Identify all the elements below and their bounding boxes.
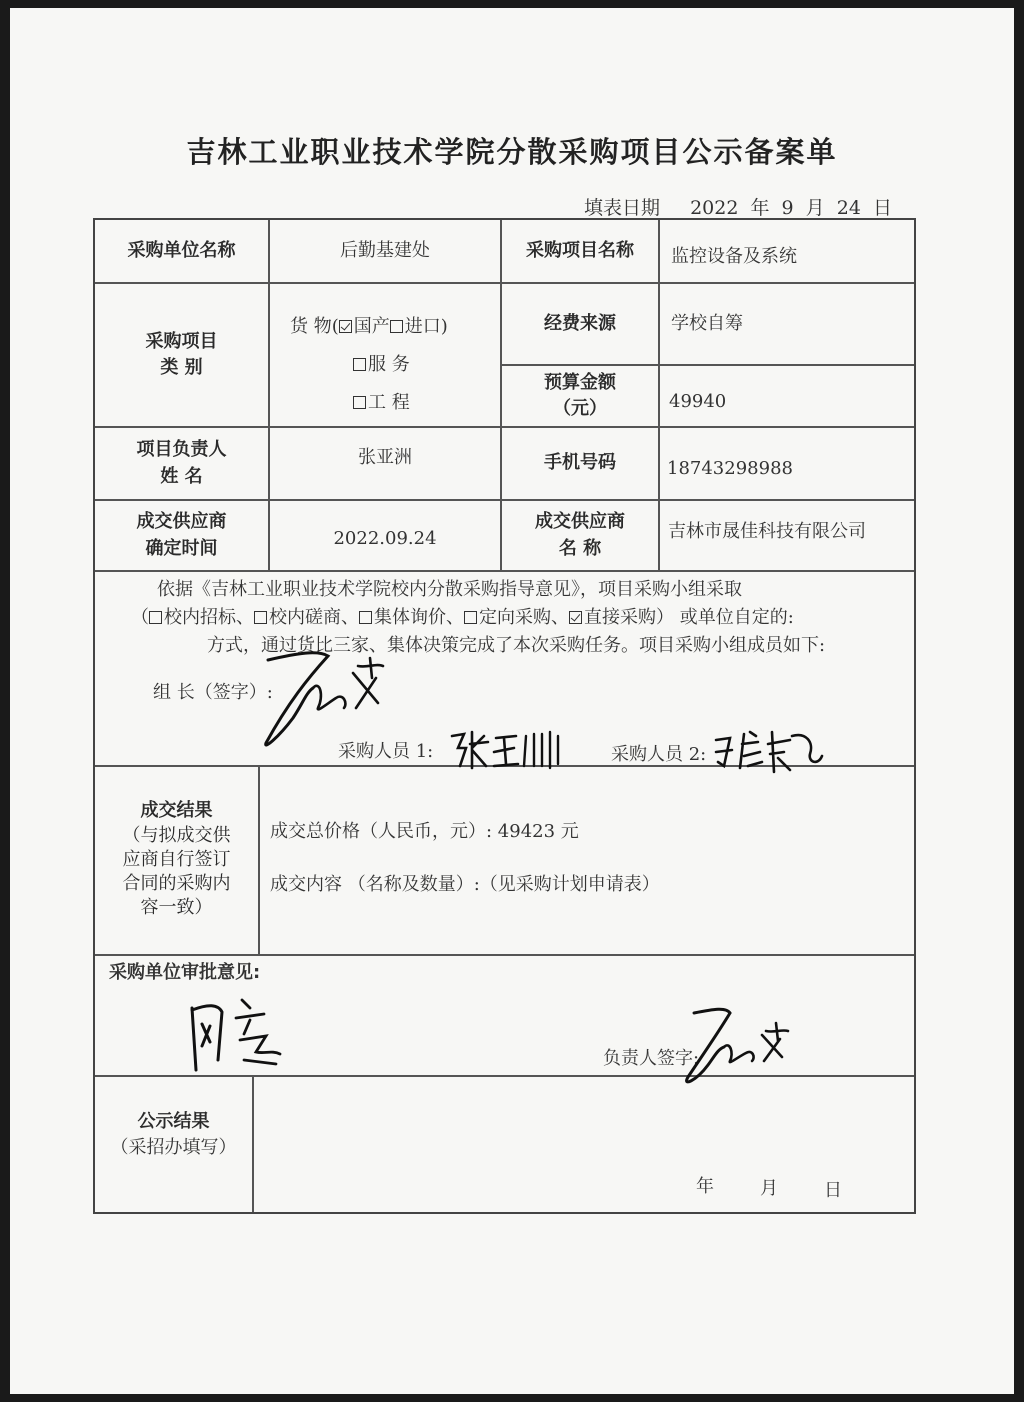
funding-value: 学校自筹 bbox=[671, 312, 743, 334]
approval-signature bbox=[180, 990, 300, 1084]
basis-line2: （ 校内招标、 校内磋商、 集体询价、 定向采购、 直接采购） 或单位自定的: bbox=[131, 607, 794, 628]
checkbox-imported bbox=[390, 320, 403, 333]
publicity-label: 公示结果 （采招办填写） bbox=[110, 1110, 237, 1158]
budget-label: 预算金额 （元） bbox=[544, 371, 616, 419]
budget-value: 49940 bbox=[669, 390, 727, 412]
result-label: 成交结果 （与拟成交供 应商自行签订 合同的采购内 容一致） bbox=[122, 800, 231, 919]
page-title: 吉林工业职业技术学院分散采购项目公示备案单 bbox=[186, 135, 838, 169]
buyer1-label: 采购人员 1: bbox=[338, 741, 434, 762]
checkbox-service bbox=[353, 358, 366, 371]
category-label: 采购项目 类 别 bbox=[145, 330, 218, 378]
checkbox-engineering bbox=[353, 396, 366, 409]
project-name-label: 采购项目名称 bbox=[526, 239, 634, 261]
publicity-day: 日 bbox=[824, 1180, 842, 1201]
publicity-year: 年 bbox=[696, 1176, 714, 1197]
phone-value: 18743298988 bbox=[667, 458, 793, 480]
checkbox-domestic bbox=[339, 320, 352, 333]
buyer1-signature bbox=[448, 726, 568, 780]
approval-label: 采购单位审批意见: bbox=[109, 962, 261, 983]
basis-line1: 依据《吉林工业职业技术学院校内分散采购指导意见》，项目采购小组采取 bbox=[157, 579, 742, 600]
supplier-name-label: 成交供应商 名 称 bbox=[535, 511, 625, 559]
checkbox-campus-tender bbox=[149, 611, 162, 624]
basis-line3: 方式，通过货比三家、集体决策完成了本次采购任务。项目采购小组成员如下: bbox=[207, 635, 826, 656]
result-price: 成交总价格（人民币，元）: 49423 元 bbox=[270, 821, 579, 842]
supplier-name-value: 吉林市晟佳科技有限公司 bbox=[668, 521, 866, 542]
unit-name-label: 采购单位名称 bbox=[127, 239, 236, 261]
leader-signature bbox=[258, 648, 398, 762]
unit-name-value: 后勤基建处 bbox=[340, 239, 430, 261]
checkbox-direct-purchase bbox=[569, 611, 582, 624]
fill-date: 填表日期 2022 年 9 月 24 日 bbox=[584, 197, 892, 219]
category-service: 服 务 bbox=[353, 350, 410, 376]
category-engineering: 工 程 bbox=[353, 388, 410, 414]
responsible-signature bbox=[674, 1005, 804, 1099]
funding-label: 经费来源 bbox=[544, 312, 616, 334]
checkbox-campus-negotiation bbox=[254, 611, 267, 624]
project-name-value: 监控设备及系统 bbox=[671, 245, 797, 267]
buyer2-signature bbox=[714, 726, 826, 782]
manager-label: 项目负责人 姓 名 bbox=[136, 439, 227, 487]
category-goods: 货 物( 国产 进口) bbox=[290, 316, 448, 337]
approval-signer-label: 负责人签字: bbox=[603, 1048, 700, 1069]
publicity-month: 月 bbox=[760, 1178, 778, 1199]
buyer2-label: 采购人员 2: bbox=[611, 744, 707, 765]
checkbox-directed-purchase bbox=[464, 611, 477, 624]
supplier-time-value: 2022.09.24 bbox=[333, 528, 437, 550]
leader-sign-label: 组 长（签字）: bbox=[153, 682, 273, 703]
manager-value: 张亚洲 bbox=[358, 446, 412, 468]
checkbox-group-inquiry bbox=[359, 611, 372, 624]
phone-label: 手机号码 bbox=[544, 452, 616, 474]
supplier-time-label: 成交供应商 确定时间 bbox=[136, 511, 227, 559]
result-content: 成交内容 （名称及数量）:（见采购计划申请表） bbox=[270, 874, 660, 895]
